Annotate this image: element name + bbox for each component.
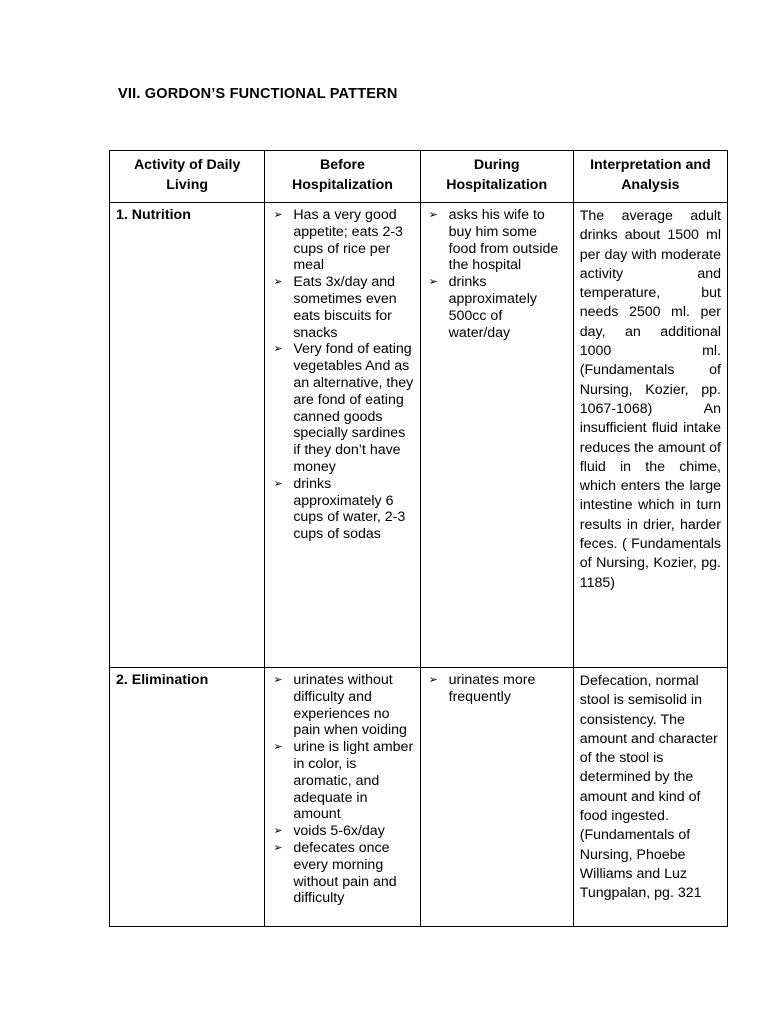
list-item: ➢ drinks approximately 6 cups of water, 2-3 cups of sodas: [273, 475, 406, 543]
arrow-bullet-icon: ➢: [273, 674, 283, 686]
arrow-bullet-icon: ➢: [428, 276, 438, 289]
before-cell-elimination: [265, 668, 420, 927]
arrow-bullet-icon: ➢: [428, 674, 438, 686]
header-interpretation: Interpretation and Analysis: [573, 151, 727, 203]
category-nutrition: 1. Nutrition: [110, 203, 265, 668]
arrow-bullet-icon: ➢: [273, 825, 283, 838]
list-item: ➢ drinks approximately 500cc of water/day: [428, 274, 537, 341]
header-during: During Hospitalization: [420, 151, 573, 203]
list-item: ➢ voids 5-6x/day: [273, 823, 385, 840]
header-before: Before Hospitalization: [265, 151, 420, 203]
document-title: VII. GORDON’S FUNCTIONAL PATTERN: [118, 86, 398, 102]
header-activity: Activity of Daily Living: [110, 151, 265, 203]
list-item: ➢ urinates more frequently: [428, 672, 536, 705]
list-item: ➢ Eats 3x/day and sometimes even eats biscuits for snacks: [273, 274, 397, 341]
interpretation-text: Defecation, normal stool is semisolid in consistency. The amount and character of the stool is determined by the amount and kind of food ingested. (Fundamentals of Nursing, Phoebe Williams and Luz Tungpalan, pg. 321: [579, 673, 718, 902]
interpretation-cell-nutrition: [573, 203, 727, 668]
during-cell-nutrition: [420, 203, 573, 668]
arrow-bullet-icon: ➢: [273, 841, 283, 854]
arrow-bullet-icon: ➢: [273, 477, 283, 490]
during-cell-elimination: [420, 668, 573, 927]
category-elimination: 2. Elimination: [110, 668, 265, 927]
arrow-bullet-icon: ➢: [273, 209, 283, 221]
interpretation-text: The average adult drinks about 1500 ml per day with moderate activity and temperature, but needs 2500 ml. per day, an additional 1000 ml. (Fundamentals of Nursing, Kozier, pp. 1067-1068) An insufficient fluid intake reduces the amount of fluid in the chime, which enters the large intestine which in turn results in drier, harder feces. ( Fundamentals of Nursing, Kozier, pg. 1185): [579, 208, 721, 591]
list-item: ➢ urine is light amber in color, is aromatic, and adequate in amount: [273, 739, 414, 823]
arrow-bullet-icon: ➢: [273, 276, 283, 289]
list-item: ➢ Very fond of eating vegetables And as an alternative, they are fond of eating canned goods specially sardines if they don’t have money: [273, 341, 414, 475]
arrow-bullet-icon: ➢: [273, 343, 283, 356]
before-cell-nutrition: [265, 203, 420, 668]
functional-pattern-table: [109, 150, 728, 927]
table-row-elimination: [110, 668, 728, 927]
table-header-row: [110, 151, 728, 203]
list-item: ➢ asks his wife to buy him some food from outside the hospital: [428, 207, 559, 274]
list-item: ➢ defecates once every morning without pain and difficulty: [273, 839, 397, 907]
interpretation-cell-elimination: [573, 668, 727, 927]
list-item: ➢ urinates without difficulty and experiences no pain when voiding: [273, 672, 407, 739]
list-item: ➢ Has a very good appetite; eats 2-3 cups of rice per meal: [273, 207, 403, 274]
arrow-bullet-icon: ➢: [428, 209, 438, 221]
table-row-nutrition: [110, 203, 728, 668]
arrow-bullet-icon: ➢: [273, 741, 283, 754]
